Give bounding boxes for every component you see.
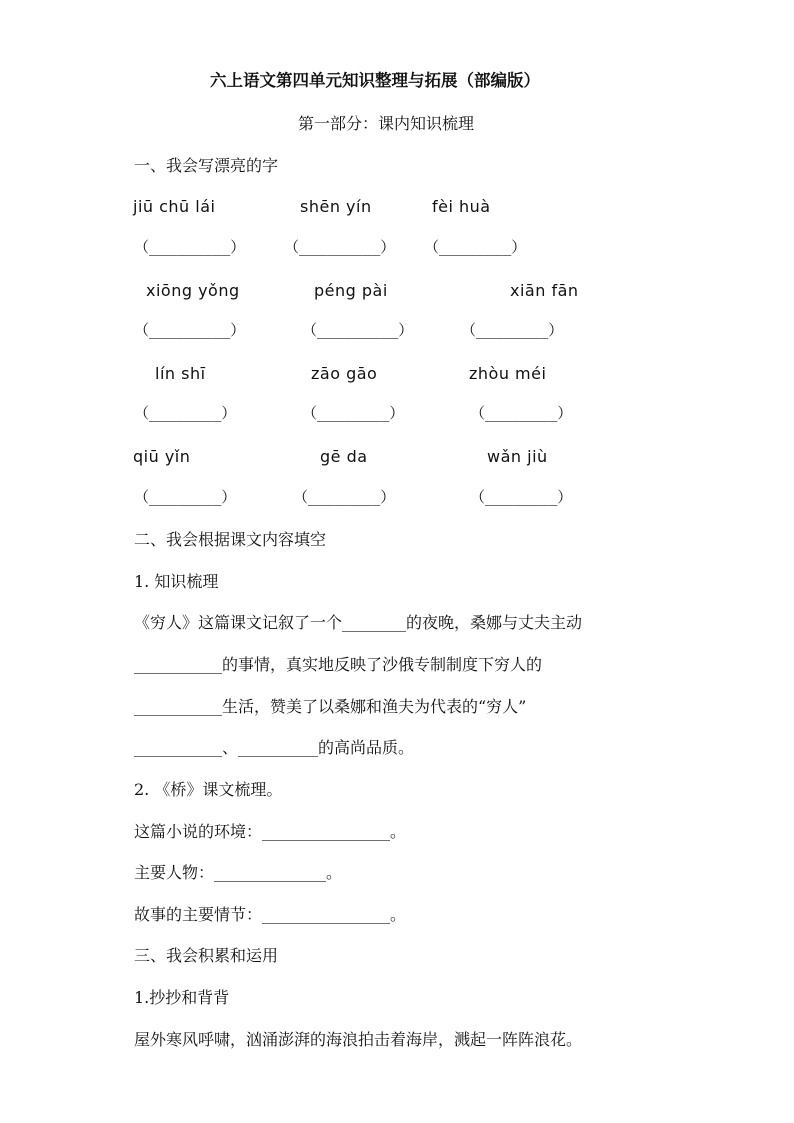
section-heading-1: 一、我会写漂亮的字 bbox=[134, 156, 279, 175]
subsection-title: 1. 知识梳理 bbox=[134, 572, 219, 591]
answer-blank[interactable]: （________） bbox=[424, 238, 527, 256]
pinyin-item: jiū chū lái bbox=[133, 197, 216, 216]
pinyin-item: péng pài bbox=[314, 281, 388, 300]
subsection-title: 2. 《桥》课文梳理。 bbox=[134, 780, 283, 799]
answer-blank[interactable]: （_________） bbox=[134, 321, 246, 339]
answer-blank[interactable]: （________） bbox=[293, 488, 396, 506]
pinyin-item: fèi huà bbox=[432, 197, 491, 216]
paragraph-line: 屋外寒风呼啸，汹涌澎湃的海浪拍击着海岸，溅起一阵阵浪花。 bbox=[134, 1030, 583, 1049]
pinyin-item: lín shī bbox=[155, 364, 206, 383]
fill-line: 故事的主要情节：________________。 bbox=[134, 905, 407, 924]
pinyin-item: zāo gāo bbox=[311, 364, 378, 383]
pinyin-item: wǎn jiù bbox=[487, 447, 548, 466]
answer-blank[interactable]: （_________） bbox=[284, 238, 396, 256]
pinyin-item: shēn yín bbox=[300, 197, 372, 216]
answer-blank[interactable]: （________） bbox=[134, 488, 237, 506]
pinyin-item: qiū yǐn bbox=[133, 447, 191, 466]
answer-blank[interactable]: （________） bbox=[470, 404, 573, 422]
fill-line: 主要人物：______________。 bbox=[134, 863, 343, 882]
section-heading-2: 二、我会根据课文内容填空 bbox=[134, 530, 327, 549]
answer-blank[interactable]: （_________） bbox=[134, 238, 246, 256]
part-heading: 第一部分：课内知识梳理 bbox=[298, 114, 475, 133]
subsection-title: 1.抄抄和背背 bbox=[134, 988, 230, 1007]
section-heading-3: 三、我会积累和运用 bbox=[134, 946, 279, 965]
paragraph-line: 《穷人》这篇课文记叙了一个________的夜晚，桑娜与丈夫主动 bbox=[134, 613, 583, 632]
answer-blank[interactable]: （________） bbox=[302, 404, 405, 422]
paragraph-line: ___________的事情，真实地反映了沙俄专制制度下穷人的 bbox=[134, 655, 543, 674]
document-title: 六上语文第四单元知识整理与拓展（部编版） bbox=[210, 71, 540, 90]
answer-blank[interactable]: （________） bbox=[470, 488, 573, 506]
paragraph-line: ___________、__________的高尚品质。 bbox=[134, 738, 415, 757]
answer-blank[interactable]: （_________） bbox=[302, 321, 414, 339]
answer-blank[interactable]: （________） bbox=[134, 404, 237, 422]
fill-line: 这篇小说的环境：________________。 bbox=[134, 822, 407, 841]
pinyin-item: gē da bbox=[320, 447, 368, 466]
paragraph-line: ___________生活，赞美了以桑娜和渔夫为代表的“穷人” bbox=[134, 697, 527, 716]
answer-blank[interactable]: （________） bbox=[461, 321, 564, 339]
pinyin-item: xiōng yǒng bbox=[146, 281, 240, 300]
pinyin-item: zhòu méi bbox=[469, 364, 547, 383]
pinyin-item: xiān fān bbox=[510, 281, 579, 300]
